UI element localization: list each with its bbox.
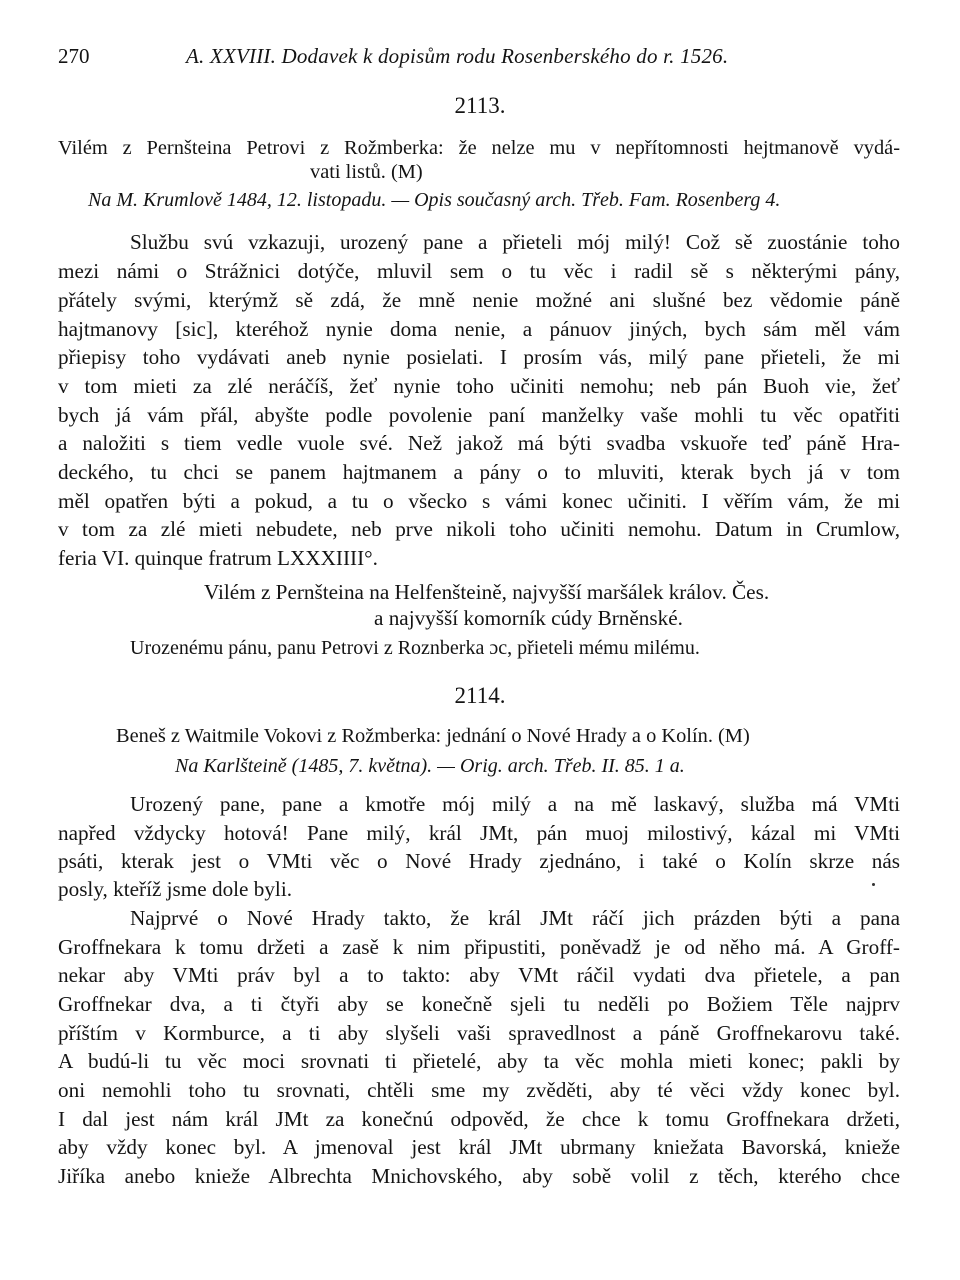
body-line: aby vždy konec byl. A jmenoval jest král JMt ubrmany kniežata Bavorská, knieže (58, 1135, 900, 1159)
body-line: Groffnekar dva, a ti čtyři aby se konečně sjeli tu neděli po Božiem Těle najprv (58, 992, 900, 1016)
body-line: posly, kteříž jsme dole byli. (58, 877, 293, 901)
body-line: mezi námi o Strážnici dotýče, mluvil sem o tu věc i radil sě s některými pány, (58, 259, 900, 283)
body-line: Jiříka anebo knieže Albrechta Mnichovského, aby sobě volil z těch, kterého chce (58, 1164, 900, 1188)
body-line: Najprvé o Nové Hrady takto, že král JMt ráčí jich prázden býti a pana (130, 906, 900, 930)
body-line: přátely svými, kterýmž sě zdá, že mně nenie možné ani slušné bez vědomie páně (58, 288, 900, 312)
body-line: bych já vám přál, abyšte podle povolenie paní manželky vaše mohli tu věc opatřiti (58, 403, 900, 427)
body-line: Groffnekara k tomu držeti a zasě k nim připustiti, poněvadž je od něho má. A Groff- (58, 935, 900, 959)
stray-mark (872, 883, 875, 886)
body-line: měl opatřen býti a pokud, a tu o všecko s vámi konec učiniti. I věřím vám, že mi (58, 489, 900, 513)
body-line: A budú-li tu věc moci srovnati ti přietelé, aby ta věc mohla mieti konec; pakli by (58, 1049, 900, 1073)
address-line: Urozenému pánu, panu Petrovi z Roznberka ɔc, přieteli mému milému. (130, 637, 700, 659)
regest-line: Beneš z Waitmile Vokovi z Rožmberka: jednání o Nové Hrady a o Kolín. (M) (116, 725, 750, 747)
body-line: Urozený pane, pane a kmotře mój milý a na mě laskavý, služba má VMti (130, 792, 900, 816)
source-note: Na Karlšteině (1485, 7. května). — Orig. arch. Třeb. II. 85. 1 a. (175, 755, 685, 777)
body-line: nekar aby VMti práv byl a to takto: aby VMt ráčil vydati dva přietele, a pan (58, 963, 900, 987)
page-number: 270 (58, 44, 90, 68)
running-title: A. XXVIII. Dodavek k dopisům rodu Rosenberského do r. 1526. (186, 44, 729, 68)
signature-line: a najvyšší komorník cúdy Brněnské. (374, 606, 683, 630)
body-line: přiepisy toho vydávati aneb nynie posielati. I prosím vás, milý pane přieteli, že mi (58, 345, 900, 369)
regest-line: Vilém z Pernšteina Petrovi z Rožmberka: že nelze mu v nepřítomnosti hejtmanově vydá- (58, 137, 900, 159)
body-line: I dal jest nám král JMt za konečnú odpověd, že chce k tomu Groffnekara držeti, (58, 1107, 900, 1131)
body-line: hajtmanovy [sic], kteréhož nynie doma nenie, a pánuov jiných, bych sám měl vám (58, 317, 900, 341)
regest-line: vati listů. (M) (310, 161, 423, 183)
page-header (58, 44, 908, 74)
document-number-2113: 2113. (454, 93, 506, 118)
body-line: oni nemohli toho tu srovnati, chtěli sme my zvěděti, aby té věci vždy konec byl. (58, 1078, 900, 1102)
document-number-2114: 2114. (454, 683, 506, 708)
body-line: v tom mieti za zlé neráčíš, žeť nynie toho učiniti nemohu; neb pán Buoh vie, žeť (58, 374, 900, 398)
body-line: a naložiti s tiem vedle vuole své. Než jakož má býti svadba vskuoře teď páně Hra- (58, 431, 900, 455)
body-line: psáti, kterak jest o VMti věc o Nové Hrady zjednáno, i také o Kolín skrze nás (58, 849, 900, 873)
body-line: v tom za zlé mieti nebudete, neb prve nikoli toho učiniti nemohu. Datum in Crumlow, (58, 517, 900, 541)
body-line: feria VI. quinque fratrum LXXXIIII°. (58, 546, 378, 570)
signature-line: Vilém z Pernšteina na Helfenšteině, najvyšší maršálek králov. Čes. (204, 580, 770, 604)
body-line: napřed vždycky hotová! Pane milý, král JMt, pán muoj milostivý, kázal mi VMti (58, 821, 900, 845)
body-line: Službu svú vzkazuji, urozený pane a přieteli mój milý! Což sě zuostánie toho (130, 230, 900, 254)
body-line: deckého, tu chci se panem hajtmanem a pány o to mluviti, kterak bych já v tom (58, 460, 900, 484)
body-line: příštím v Kormburce, a ti aby slyšeli vaši spravedlnost a páně Groffnekarovu také. (58, 1021, 900, 1045)
source-note: Na M. Krumlově 1484, 12. listopadu. — Opis současný arch. Třeb. Fam. Rosenberg 4. (88, 189, 781, 211)
